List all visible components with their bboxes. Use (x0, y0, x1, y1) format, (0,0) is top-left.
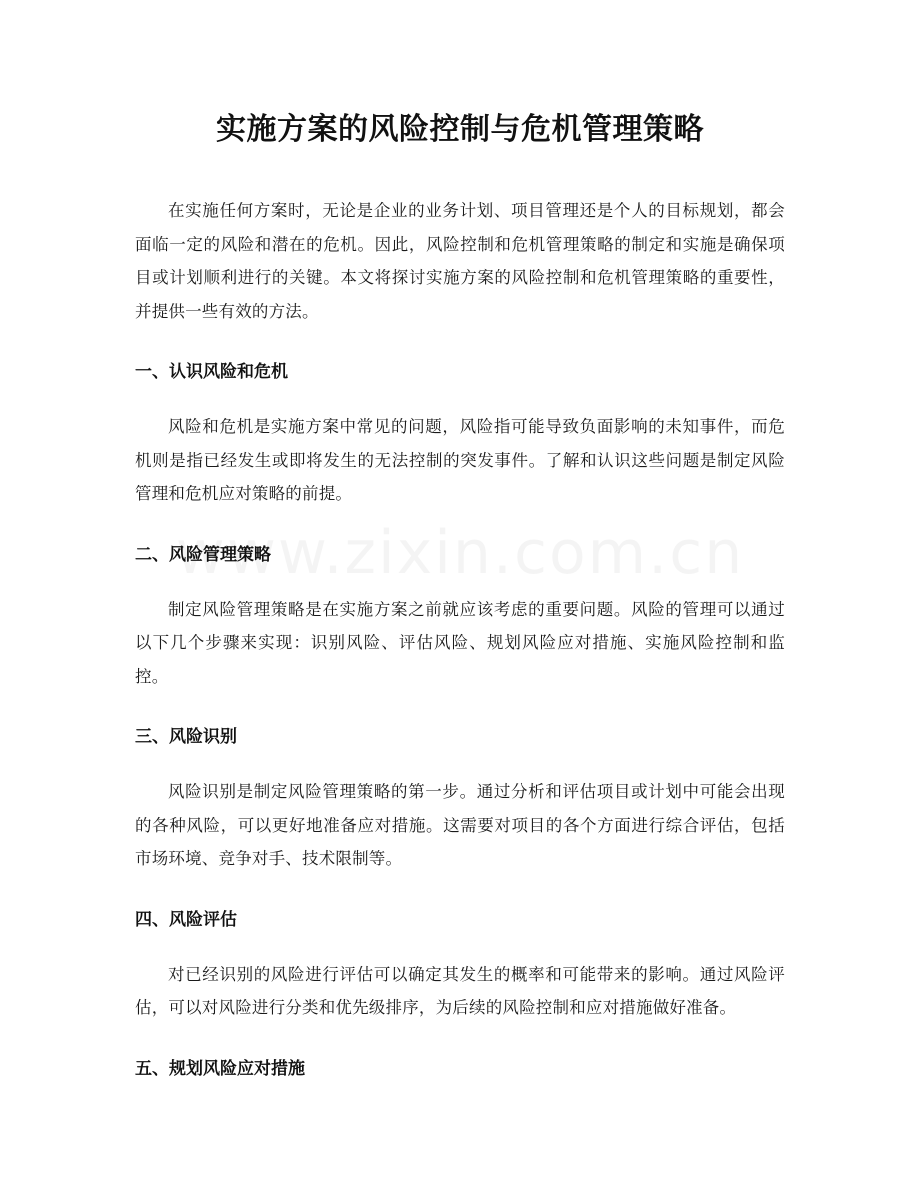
section-heading-4: 四、风险评估 (135, 909, 237, 930)
section-heading-1: 一、认识风险和危机 (135, 362, 288, 382)
document-title: 实施方案的风险控制与危机管理策略 (216, 112, 704, 147)
section-body-1: 风险和危机是实施方案中常见的问题，风险指可能导致负面影响的未知事件，而危机则是指已经发生或即将发生的无法控制的突发事件。了解和认识这些问题是制定风险管理和危机应对策略的前提。 (135, 417, 785, 503)
intro-paragraph: 在实施任何方案时，无论是企业的业务计划、项目管理还是个人的目标规划，都会面临一定的风险和潜在的危机。因此，风险控制和危机管理策略的制定和实施是确保项目或计划顺利进行的关键。本文将探讨实施方案的风险控制和危机管理策略的重要性，并提供一些有效的方法。 (135, 201, 785, 321)
section-heading-2: 二、风险管理策略 (135, 544, 271, 565)
section-body-3: 风险识别是制定风险管理策略的第一步。通过分析和评估项目或计划中可能会出现的各种风险，可以更好地准备应对措施。这需要对项目的各个方面进行综合评估，包括市场环境、竞争对手、技术限制等。 (135, 782, 785, 868)
section-body-2: 制定风险管理策略是在实施方案之前就应该考虑的重要问题。风险的管理可以通过以下几个步骤来实现：识别风险、评估风险、规划风险应对措施、实施风险控制和监控。 (135, 599, 785, 686)
section-heading-3: 三、风险识别 (135, 727, 237, 747)
section-body-4: 对已经识别的风险进行评估可以确定其发生的概率和可能带来的影响。通过风险评估，可以对风险进行分类和优先级排序，为后续的风险控制和应对措施做好准备。 (135, 964, 785, 1017)
section-heading-5: 五、规划风险应对措施 (135, 1058, 305, 1079)
